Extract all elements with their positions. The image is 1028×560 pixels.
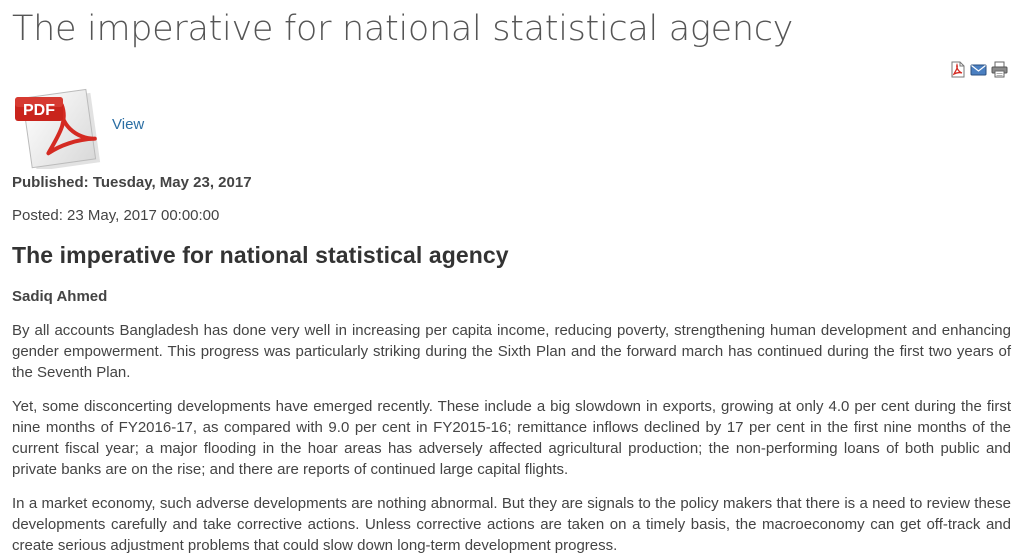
author-name: Sadiq Ahmed — [12, 288, 108, 305]
article-title: The imperative for national statistical agency — [12, 242, 509, 268]
article-tools — [949, 61, 1008, 78]
pdf-badge-label: PDF — [23, 102, 55, 119]
email-icon[interactable] — [970, 61, 987, 78]
pdf-document-icon[interactable] — [13, 83, 109, 169]
article-paragraph-3: In a market economy, such adverse developments are nothing abnormal. But they are signals to the policy makers that there is a need to review these developments carefully and take corrective actions. Unless corrective actions are taken on a timely basis, the macroeconomy can get off-track and create serious adjustment problems that could slow down long-term development progress. — [12, 495, 1011, 554]
article-paragraph-2: Yet, some disconcerting developments have emerged recently. These include a big slowdown in exports, growing at only 4.0 per cent during the first nine months of FY2016-17, as compared with 9.0 per cent in FY2015-16; remittance inflows declined by 17 per cent in the first nine months of the current fiscal year; a major flooding in the hoar areas has adversely affected agricultural production; the non-performing loans of both public and private banks are on the rise; and there are reports of continued large capital flights. — [12, 398, 1011, 478]
page-title: The imperative for national statistical agency — [12, 9, 794, 49]
posted-date: Posted: 23 May, 2017 00:00:00 — [12, 207, 220, 224]
view-pdf-link[interactable]: View — [112, 116, 145, 133]
print-icon[interactable] — [991, 61, 1008, 78]
pdf-icon[interactable] — [949, 61, 966, 78]
published-date: Published: Tuesday, May 23, 2017 — [12, 174, 252, 191]
article-paragraph-1: By all accounts Bangladesh has done very well in increasing per capita income, reducing poverty, strengthening human development and enhancing gender empowerment. This progress was particularly striking during the Sixth Plan and the forward march has continued during the first two years of the Seventh Plan. — [12, 322, 1011, 381]
